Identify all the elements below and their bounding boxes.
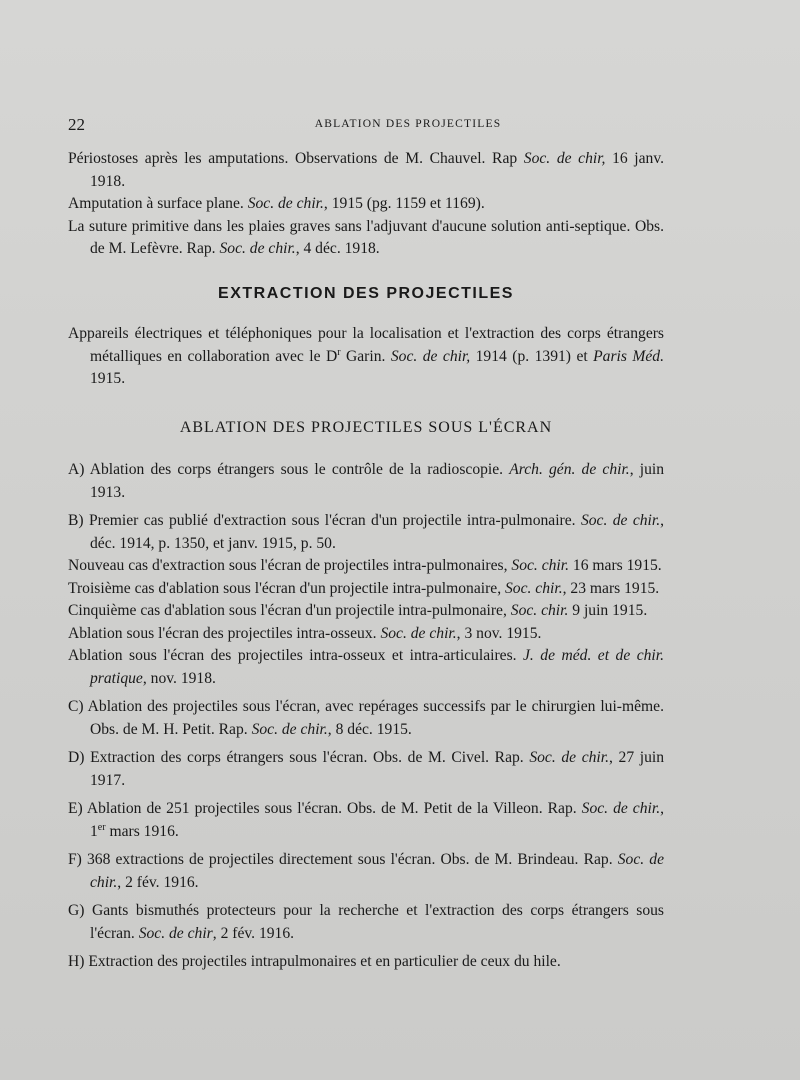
journal-citation: Soc. chir. <box>510 602 569 619</box>
entry-text: , 4 déc. 1918. <box>295 240 380 257</box>
bibliography-entry <box>68 323 664 391</box>
journal-citation: Soc. de chir. <box>529 749 609 766</box>
bibliography-entry <box>68 849 664 894</box>
entry-text: E) Ablation de 251 projectiles sous l'écran. Obs. de M. Petit de la Villeon. Rap. <box>68 800 582 817</box>
page-body <box>68 148 664 974</box>
entry-text: 16 janv. 1918. <box>90 150 665 190</box>
entry-text: , 3 nov. 1915. <box>456 624 542 642</box>
entry-text: Amputation à surface plane. <box>68 195 248 212</box>
section-amputations <box>68 148 664 261</box>
bibliography-entry <box>68 600 664 623</box>
journal-citation: Soc. chir. <box>511 557 569 574</box>
entry-text: B) Premier cas publié d'extraction sous l'écran d'un projectile intra-pulmonaire. <box>68 512 581 529</box>
heading-extraction: EXTRACTION DES PROJECTILES <box>218 284 514 302</box>
journal-citation: Soc. de chir. <box>90 851 664 891</box>
journal-citation: Soc. de chir <box>138 924 213 942</box>
entry-text: Cinquième cas d'ablation sous l'écran d'un projectile intra-pulmonaire, <box>68 602 511 619</box>
bibliography-entry <box>68 216 664 261</box>
entry-text: , 2 fév. 1916. <box>117 873 199 891</box>
journal-citation: Soc. de chir, <box>523 150 606 167</box>
journal-citation: Arch. gén. de chir. <box>509 461 630 478</box>
entry-text: Ablation sous l'écran des projectiles intra-osseux. <box>68 624 381 642</box>
entry-text: 1915. <box>90 370 126 387</box>
page-number: 22 <box>68 115 85 134</box>
entry-text: er <box>97 821 106 833</box>
page-header <box>68 115 748 137</box>
bibliography-entry <box>68 696 664 741</box>
journal-citation: Soc. de chir. <box>380 624 457 642</box>
entry-text: Périostoses après les amputations. Observations de M. Chauvel. Rap <box>68 150 524 167</box>
entry-text: Appareils électriques et téléphoniques pour la localisation et l'extraction des corps étrangers métalliques en collaboration avec le D <box>68 325 664 365</box>
journal-citation: Soc. de chir. <box>247 195 324 212</box>
bibliography-entry <box>68 148 664 193</box>
bibliography-entry <box>68 645 664 690</box>
bibliography-entry <box>68 900 664 945</box>
journal-citation: Soc. chir. <box>505 579 563 597</box>
entry-text: La suture primitive dans les plaies graves sans l'adjuvant d'aucune solution anti-septique. Obs. de M. Lefèvre. Rap. <box>68 217 664 257</box>
bibliography-entry <box>68 578 664 601</box>
entry-text: G) Gants bismuthés protecteurs pour la recherche et l'extraction des corps étrangers sous l'écran. <box>68 902 664 942</box>
bibliography-entry <box>68 798 664 843</box>
bibliography-entry <box>68 510 664 555</box>
bibliography-entry <box>68 555 664 578</box>
bibliography-entry <box>68 951 664 974</box>
entry-text: , 1915 (pg. 1159 et 1169). <box>323 195 485 212</box>
section-extraction <box>68 323 664 391</box>
entry-text: r <box>337 346 341 358</box>
bibliography-entry <box>68 193 664 216</box>
entry-text: H) Extraction des projectiles intrapulmonaires et en particulier de ceux du hile. <box>68 953 561 970</box>
entry-text: mars 1916. <box>105 822 179 840</box>
entry-text: D) Extraction des corps étrangers sous l'écran. Obs. de M. Civel. Rap. <box>68 749 530 766</box>
journal-citation: Soc. de chir, <box>390 347 471 365</box>
journal-citation: Paris Méd. <box>593 347 665 365</box>
entry-text: F) 368 extractions de projectiles directement sous l'écran. Obs. de M. Brindeau. Rap. <box>68 851 618 868</box>
bibliography-entry <box>68 623 664 646</box>
journal-citation: Soc. de chir. <box>219 240 296 257</box>
bibliography-entry <box>68 747 664 792</box>
entry-text: Garin. <box>340 347 391 365</box>
entry-text: , nov. 1918. <box>142 669 216 687</box>
entry-text: 1914 (p. 1391) et <box>470 347 594 365</box>
entry-text: , 8 déc. 1915. <box>327 720 412 738</box>
entry-text: 9 juin 1915. <box>568 602 648 619</box>
entry-text: Ablation sous l'écran des projectiles intra-osseux et intra-articulaires. <box>68 647 524 664</box>
entry-text: , 27 juin 1917. <box>90 749 664 789</box>
journal-citation: J. de méd. et de chir. pratique <box>90 647 664 687</box>
bibliography-entry <box>68 459 664 504</box>
entry-text: , 1 <box>90 800 664 840</box>
entry-text: , 23 mars 1915. <box>562 579 660 597</box>
entry-text: , juin 1913. <box>90 461 664 501</box>
journal-citation: Soc. de chir. <box>581 800 661 817</box>
entry-text: Troisième cas d'ablation sous l'écran d'un projectile intra-pulmonaire, <box>68 579 505 597</box>
entry-text: , 2 fév. 1916. <box>212 924 295 942</box>
running-head: ABLATION DES PROJECTILES <box>314 118 502 130</box>
entry-text: , déc. 1914, p. 1350, et janv. 1915, p. 50. <box>90 512 665 552</box>
section-ablation-ecran <box>68 459 664 974</box>
entry-text: 16 mars 1915. <box>569 557 662 574</box>
journal-citation: Soc. de chir. <box>251 720 328 738</box>
journal-citation: Soc. de chir. <box>580 512 661 529</box>
entry-text: C) Ablation des projectiles sous l'écran, avec repérages successifs par le chirurgien lui-même. Obs. de M. H. Petit. Rap. <box>68 698 664 738</box>
entry-text: Nouveau cas d'extraction sous l'écran de projectiles intra-pulmonaires, <box>68 557 512 574</box>
heading-ablation-ecran: ABLATION DES PROJECTILES SOUS L'ÉCRAN <box>179 418 553 436</box>
entry-text: A) Ablation des corps étrangers sous le contrôle de la radioscopie. <box>68 461 510 478</box>
